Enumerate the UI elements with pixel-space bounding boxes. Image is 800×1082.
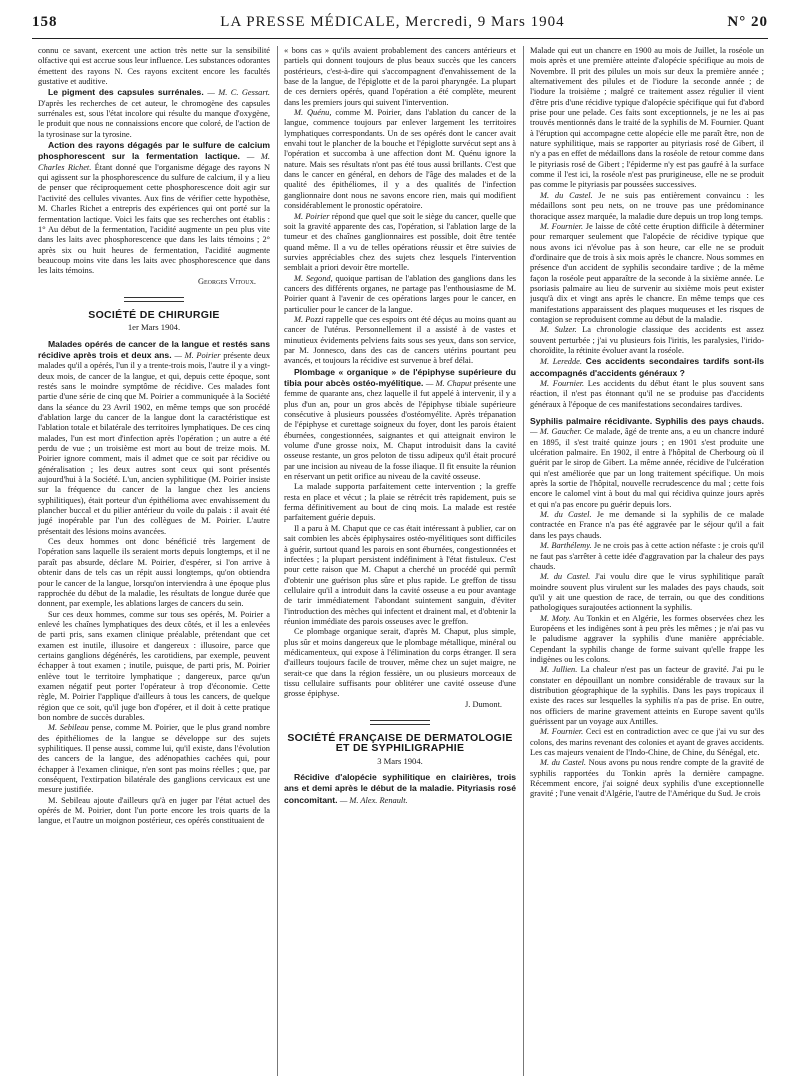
section-divider bbox=[124, 297, 184, 302]
article-text: Je me demande si la syphilis de ce malade contractée en France n'a pas été aggravée par le séjour qu'il a fait dans les pays chauds. bbox=[530, 510, 764, 540]
author: M. Poirier bbox=[294, 211, 332, 221]
paragraph: La malade supporta parfaitement cette intervention ; la greffe resta en place et vécut ; la plaie se rétrécit très rapidement, puis se ferma définitivement au bout de cinq mois. La malade est restée parfaitement guérie depuis. bbox=[284, 482, 516, 523]
article-text: comme M. Poirier, dans l'ablation du cancer de la langue, commence toujours par enlever largement les territoires lymphatiques correspondants. Un de ses opérés dont le cancer avait envahi tout le plancher de la bouche et l'épiglotte survécut sept ans à l'opération et succomba à une affection dont M. Quénu ignore la nature. Mais ses résultats n'ont pas été tous aussi brillants. C'est que dans le cancer en général, en dehors de l'âge des malades et de la qualité des épithéliomes, il y a des qualités de l'infection ganglionnaire dont nous ne savons encore rien, mais qui modifient considérablement le pronostic opératoire. bbox=[284, 108, 516, 211]
author: M. du Castel. bbox=[540, 190, 599, 200]
author: M. Pozzi bbox=[294, 314, 326, 324]
column-3 bbox=[530, 46, 764, 1076]
article-text: répond que quel que soit le siège du cancer, quelle que soit la gravité apparente des cas, l'opération, si l'ablation large de la tumeur et des chaînes ganglionnaires est possible, doit être tentée quand même. Il a vu de telles opérations réussir et être suivies de survies appréciables chez des sujets chez lesquels l'intervention semblait a priori devoir être mortelle. bbox=[284, 211, 516, 273]
paragraph bbox=[38, 723, 270, 795]
paragraph: Ce plombage organique serait, d'après M. Chaput, plus simple, plus sûr et moins dangereux que le plombage métallique, minéral ou médicamenteux, qui expose à l'élimination du corps étranger. Il sera d'ailleurs toujours facile de trouver, même chez un sujet maigre, ne serait-ce que dans la région fessière, un ou plusieurs morceaux de tissu cellulaire suffisants pour oblitérer une cavité osseuse d'une grosse épiphyse. bbox=[284, 627, 516, 699]
article-text: rappelle que ces espoirs ont été déçus au moins quant au cancer de l'utérus. Personnellement il a assisté à de vastes et minutieux évidements pelviens faits sous ses yeux, dans son service, par M. Jonnesco, dans des cas de cancers utérins pourtant peu avancés, et toujours la récidive est survenue à bref délai. bbox=[284, 314, 516, 366]
article-text: Je ne crois pas à cette action néfaste : je crois qu'il ne faut pas s'arrêter à cette idée d'aggravation par la chaleur des pays chauds. bbox=[530, 541, 764, 571]
article-text: La chronologie classique des accidents est assez souvent perturbée ; j'ai vu plusieurs fois l'iritis, les paralysies, l'irido-choroïdite, la rétinite évoluer avant la roséole. bbox=[530, 325, 764, 355]
author: M. Fournier. bbox=[540, 379, 588, 388]
section-date: 1er Mars 1904. bbox=[127, 322, 181, 333]
article-text: Ces accidents secondaires tardifs sont-ils accompagnés d'accidents généraux ? bbox=[530, 356, 764, 378]
article-pigment bbox=[38, 87, 270, 140]
article-text: J'ai voulu dire que le virus syphilitique paraît moindre souvent plus virulent sur les malades des pays chauds, soit qu'il y ait une question de race, de terrain, ou que des conditions pathologiques surajoutées actionnent la syphilis. bbox=[530, 572, 764, 613]
journal-title: LA PRESSE MÉDICALE, Mercredi, 9 Mars 1904 bbox=[220, 14, 565, 30]
author: M. du Castel. bbox=[540, 572, 595, 582]
author: M. Fournier. bbox=[540, 221, 586, 231]
paragraph: connu ce savant, exercent une action très nette sur la sensibilité olfactive qui est accrue sous leur influence. Les substances odorantes émettent des rayons N. Ces rayons excitent encore les facultés gustative et auditive. bbox=[38, 46, 270, 87]
article-heading: Le pigment des capsules surrénales. bbox=[48, 87, 208, 98]
author: M. Moty. bbox=[540, 613, 574, 623]
article-heading: Malades opérés de cancer de la langue et restés sans récidive après trois et deux ans. bbox=[38, 338, 270, 360]
article-malades bbox=[38, 339, 270, 538]
author: — M. Charles Richet. bbox=[38, 152, 270, 172]
page-number: 158 bbox=[32, 14, 58, 30]
author: M. Segond, bbox=[294, 273, 336, 283]
column-divider bbox=[523, 46, 524, 1076]
author: M. Quénu, bbox=[294, 108, 336, 118]
section-title: SOCIÉTÉ FRANÇAISE DE DERMATOLOGIE bbox=[287, 732, 513, 744]
paragraph bbox=[284, 108, 516, 211]
author: M. Jullien. bbox=[540, 665, 581, 675]
article-heading: Syphilis palmaire récidivante. Syphilis des pays chauds. bbox=[530, 416, 764, 427]
paragraph: Ces deux hommes ont donc bénéficié très largement de l'opération sans laquelle ils seraient morts depuis longtemps, et il ne paraît pas absurde, déclare M. Poirier, d'espérer, si l'on arrive à obtenir dans de tels cas un répit aussi longtemps, qu'on obtiendra pour le cancer de la langue, lorsqu'on interviendra à une époque plus rapprochée du début de la maladie, les résultats de longue durée que donnent, par exemple, les ablations larges de cancers du sein. bbox=[38, 537, 270, 609]
article-text: La chaleur n'est pas un facteur de gravité. J'ai pu le constater en dépouillant un nombre considérable de travaux sur la distribution géographique de la syphilis. Dans les pays tropicaux il existe des races sur lesquelles la syphilis n'a pas de prise. En outre, nos officiers de marine gravement atteints en Europe savent qu'ils guérissent par un voyage aux Antilles. bbox=[530, 665, 764, 726]
article-heading: Action des rayons dégagés par le sulfure de calcium phosphorescent sur la fermentation lactique. bbox=[38, 140, 270, 162]
paragraph: Malade qui eut un chancre en 1900 au mois de Juillet, la roséole un mois après et une première atteinte d'alopécie spécifique au mois de Novembre. Il prit des pilules un mois sur deux la première année ; alternativement des pilules et de l'iodure la seconde année ; de l'iodure la troisième ; malgré ce traitement assez régulier il vient d'être pris d'une récidive typique d'alopécie spécifique qui fut d'abord prise pour une pelade. Ces faits sont exceptionnels, je ne les ai pas trouvés mentionnés dans le traité de la syphilis de M. Fournier. Quant à l'éruption qui accompagne cette alopécie elle me paraît être, non de nature syphilitique, mais se rapporter au pityriasis rosé de Gibert, il n'y a pas en effet de médaillons dans la roséole de retour comme dans le pityriasis rosé de Gibert ; l'épiderme n'y est pas gaufré à la surface comme il l'est ici, la roséole n'est pas prurigineuse, elle ne se produit pas comme le pityriasis par poussées successives. bbox=[530, 46, 764, 190]
paragraph bbox=[530, 614, 764, 666]
article-text: Je ne suis pas entièrement convaincu : les médaillons sont peu nets, on ne trouve pas une prédominance thoracique assez marquée, la maladie dure depuis un trop long temps. bbox=[530, 190, 764, 221]
article-text: Ce malade, âgé de trente ans, a eu un chancre induré en 1895, il s'est traité quinze jours ; en 1901 s'est produite une ulcération palmaire. En 1902, il entre à l'hôpital de Cherbourg où il guérit par le sirop de Gibert. La même année, récidive de l'ulcération qui n'est améliorée que par un long traitement spécifique. Un mois après la sortie de l'hôpital, nouvelle recrudescence du mal ; cette fois encore le calomel vint à bout du mal qui récidiva quinze jours après et qui n'a pas encore pu guérir depuis lors. bbox=[530, 427, 764, 509]
article-text: Ceci est en contradiction avec ce que j'ai vu sur des colons, des marins revenant des colonies et ayant de graves accidents. Les cas majeurs venaient de l'Indo-Chine, de Chine, du Sénégal, etc. bbox=[530, 727, 764, 758]
article-text: Les accidents du début étant le plus souvent sans réaction, il n'est pas étonnant qu'il ne se produise pas d'accidents généraux à l'époque de ces manifestations secondaires tardives. bbox=[530, 379, 764, 409]
author: — M. Chaput bbox=[425, 379, 474, 388]
author: M. Leredde. bbox=[540, 357, 586, 367]
article-syphilis bbox=[530, 416, 764, 510]
paragraph bbox=[530, 758, 764, 799]
author: — M. Poirier bbox=[174, 350, 224, 360]
section-title-line2: ET DE SYPHILIGRAPHIE bbox=[335, 742, 465, 755]
paragraph bbox=[530, 222, 764, 325]
paragraph bbox=[530, 727, 764, 758]
article-text: Je laisse de côté cette éruption difficile à déterminer pour remarquer seulement que l'alopécie de récidive typique que nous avons ici n'évolue pas à son heure, car elle ne se produit d'ordinaire que de trois à six mois après le chancre. Nous sommes en présence d'un accident de syphilis secondaire tardive ; de la même façon la roséole peut apparaître de la seconde à la sixième année. Le psoriasis palmaire au lieu de survenir au sixième mois peut exister jusqu'à dix et vingt ans après le chancre. En même temps que ces manifestations apparaissent des plaques muqueuses et les risques de contagion se reproduisent comme au début de la maladie. bbox=[530, 221, 764, 324]
paragraph bbox=[530, 665, 764, 727]
author: M. Sebileau bbox=[48, 723, 92, 733]
paragraph bbox=[284, 212, 516, 274]
author: M. Barthélemy. bbox=[540, 541, 594, 551]
article-text: quoique partisan de l'ablation des ganglions dans les cancers des différents organes, ne partage pas l'enthousiasme de M. Poirier quant à l'avenir de ces opérations larges pour le cancer, en particulier pour le cancer de la langue. bbox=[284, 273, 516, 314]
article-text: Nous avons pu nous rendre compte de la gravité de syphilis rapportées du Tonkin après la dernière campagne. Récemment encore, j'ai soigné deux syphilis d'une exceptionnelle gravité ; l'une venait d'Algérie, l'autre de l'Amérique du Sud. Je crois bbox=[530, 758, 764, 799]
article-text: pense, comme M. Poirier, que le plus grand nombre des épithéliomes de la langue se développe sur des sujets syphilitiques. Il pense aussi, comme lui, qu'il existe, dans l'évolution des cancers de la langue, des adénopathies cachées qui, pour échapper à l'examen clinique, n'en sont pas moins réelles ; que, par conséquent, l'extirpation bilatérale des ganglions cervicaux est une mesure justifiée. bbox=[38, 723, 270, 795]
paragraph: Il a paru à M. Chaput que ce cas était intéressant à publier, car on sait combien les abcès épiphysaires ostéo-myélitiques sont difficiles à guérir, surtout quand les parois en sont éburnées, congestionnées et infectées ; la plupart persistent indéfiniment à l'état fistuleux. C'est pour cette raison que M. Chaput a cherché un procédé qui permît d'obtenir une guérison plus sûre et plus rapide. Le greffon de tissu cellulaire qu'il a introduit dans la cavité osseuse a eu pour avantage de tarir immédiatement l'abondant suintement sanguin, d'éviter l'introduction des mèches qui infectent et drainent mal, et d'obtenir la réunion immédiate des parois osseuses avec le greffon. bbox=[284, 523, 516, 626]
paragraph bbox=[530, 510, 764, 541]
paragraph bbox=[530, 541, 764, 572]
column-divider bbox=[277, 46, 278, 1076]
author: M. du Castel. bbox=[540, 510, 597, 520]
author: M. Sulzer. bbox=[540, 325, 583, 335]
author: M. Fournier. bbox=[540, 727, 586, 737]
section-date: 3 Mars 1904. bbox=[377, 755, 423, 766]
article-text: Au Tonkin et en Algérie, les formes observées chez les Européens et les indigènes sont à peu près les mêmes ; je n'ai pas vu le paludisme aggraver la syphilis d'une manière appréciable. Cependant la syphilis change de forme suivant qu'elle frappe les indigènes ou les colons. bbox=[530, 613, 764, 664]
paragraph bbox=[530, 191, 764, 222]
signature: Georges Vitoux. bbox=[197, 276, 256, 286]
column-1 bbox=[38, 46, 270, 1076]
paragraph: M. Sebileau ajoute d'ailleurs qu'à en juger par l'état actuel des opérés de M. Poirier, dont l'un porte encore les trois quarts de la langue, et l'autre un moignon postérieur, ces opérés constituaient de bbox=[38, 795, 270, 826]
article-plombage bbox=[284, 367, 516, 483]
article-heading: Plombage « organique » de l'épiphyse supérieure du tibia pour abcès ostéo-myélitique. bbox=[284, 366, 516, 388]
paragraph bbox=[530, 356, 764, 379]
signature: J. Dumont. bbox=[465, 699, 502, 709]
author: M. du Castel. bbox=[540, 758, 589, 768]
article-text: présente deux malades qu'il a opérés, l'un il y a trente-trois mois, l'autre il y a vingt-deux mois, de cancer de la langue, et qui, depuis cette époque, sont restés sans le moindre symptôme de récidive. Ces malades font partie d'une série de cinq que M. Poirier a communiquée à la Société dans la séance du 23 Avril 1902, en même temps que son procédé d'ablation large du cancer de la langue dont la caractéristique est l'ablation totale et bilatérale des territoires lymphatiques. De ces cinq malades, l'un est mort d'infection après l'opération ; un autre a été perdu de vue ; un troisième est mort au bout de treize mois. M. Poirier ignore comment, mais il admet que ce soit par récidive ou généralisation ; les deux autres sont ceux qui sont présentés aujourd'hui à la Société. L'un, ancien syphilitique (M. Poirier insiste sur la fréquence du cancer de la langue chez les anciens syphilitiques), était porteur d'un épithélioma avec envahissement du plancher buccal et du pilier antérieur du voile du palais : il avait été jugé inopérable par l'un des collègues de M. Poirier. L'autre présentait des lésions moins avancées. bbox=[38, 350, 270, 536]
issue-number: N° 20 bbox=[727, 14, 768, 30]
paragraph bbox=[284, 274, 516, 315]
article-recidive bbox=[284, 772, 516, 806]
author: — M. Gaucher. bbox=[530, 427, 585, 437]
article-text: présente une femme de quarante ans, chez laquelle il fut appelé à intervenir, il y a plus d'un an, pour un gros abcès de l'épiphyse tibiale supérieure consécutive à plusieurs poussées d'ostéomyélite. Après trépanation de l'épiphyse et curettage soigneux du foyer, dont les parois étaient éburnées, congestionnées, saignantes et qui atteignait environ le volume d'une grosse noix, M. Chaput introduisit dans la cavité osseuse restante, un gros peloton de tissu adipeux qu'il était procuré par une incision au niveau de la fosse iliaque. Il fit ensuite la réunion en réservant un petit orifice au niveau de la cavité osseuse. bbox=[284, 379, 516, 482]
paragraph: Sur ces deux hommes, comme sur tous ses opérés, M. Poirier a enlevé les chaînes lymphatiques des deux côtés, et il les a enlevées de parti pris, sans examen clinique préalable, prétendant que cet examen est inutile, illusoire et dangereux : illusoire, parce que certains ganglions dégénérés, les carotidiens, par exemple, peuvent échapper à tout examen ; inutile, puisque, de parti pris, M. Poirier enlève tout le territoire lymphatique ; dangereux, parce qu'un examen négatif peut porter l'opérateur à trop d'économie. Cette règle, M. Poirier l'applique d'ailleurs à tous les cancers, de quelque région que ce soit, qu'il juge bon d'opérer, et il doit à cette pratique bon nombre de succès durables. bbox=[38, 609, 270, 722]
page-header bbox=[32, 14, 768, 39]
article-heading: Récidive d'alopécie syphilitique en clairières, trois ans et demi après le début de la maladie. Pityriasis rosé concomitant. bbox=[284, 772, 516, 805]
article-rayons bbox=[38, 140, 270, 276]
column-2 bbox=[284, 46, 516, 1076]
paragraph bbox=[530, 379, 764, 410]
section-divider bbox=[370, 720, 430, 725]
article-text: D'après les recherches de cet auteur, le chromogène des capsules surrénales est, sous l'état incolore qui résulte du manque d'oxygène, le produit que nous ne connaissions encore que coloré, de l'action de la tyrosinase sur la tyrosine. bbox=[38, 98, 270, 139]
author: — M. Alex. Renault. bbox=[339, 795, 408, 805]
paragraph bbox=[530, 572, 764, 613]
paragraph: « bons cas » qu'ils avaient probablement des cancers antérieurs et partiels qui donnent toujours de plus beaux succès que les cancers postérieurs, c'est-à-dire qui s'accompagnent d'envahissement de la base de la langue, de l'épiglotte et de la paroi pharyngée. La plupart de ces derniers opérés, quand l'opération a été complète, meurent dans les premiers jours qui suivent l'intervention. bbox=[284, 46, 516, 107]
paragraph bbox=[530, 325, 764, 356]
author: — M. C. Gessart. bbox=[207, 88, 270, 98]
paragraph bbox=[284, 315, 516, 367]
article-text: Étant donné que l'organisme dégage des rayons N qui agissent sur la phosphorescence du sulfure de calcium, il y a lieu de penser que réciproquement cette phosphorescence doit agir sur l'activité des cellules vivantes. Aux fins de vérifier cette hypothèse, M. Charles Richet a entrepris des expériences qui ont porté sur la fermentation lactique. Voici les faits que ses recherches ont établis : 1° Au début de la fermentation, l'acidité augmente un peu plus vite dans les laits avec phosphorescence que dans les laits témoins ; 2° après six ou huit heures de fermentation, l'acidité augmente beaucoup moins vite dans les laits avec phosphorescence que dans les laits témoins. bbox=[38, 162, 270, 276]
section-title: SOCIÉTÉ DE CHIRURGIE bbox=[88, 308, 220, 321]
